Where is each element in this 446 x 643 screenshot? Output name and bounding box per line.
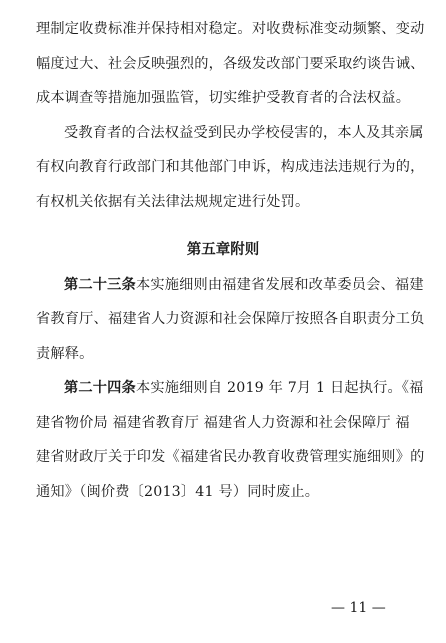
para1-line1: 理制定收费标准并保持相对稳定。对收费标准变动频繁、变动 [36, 21, 425, 37]
para2-line1: 受教育者的合法权益受到民办学校侵害的，本人及其亲属 [64, 125, 424, 141]
article23-line2: 省教育厅、福建省人力资源和社会保障厅按照各自职责分工负 [36, 311, 425, 327]
page-number: — 11 — [331, 600, 386, 616]
article24-line1-text: 本实施细则自 2019 年 7月 1 日起执行。《福 [135, 380, 424, 396]
article24-label: 第二十四条 [64, 380, 136, 396]
article23-line1-text: 本实施细则由福建省发展和改革委员会、福建 [135, 277, 424, 293]
chapter-heading: 第五章附则 [186, 242, 260, 258]
article23-line1 [64, 276, 424, 294]
article24-line4: 通知》（闽价费〔2013〕41 号）同时废止。 [36, 484, 320, 500]
article24-line1 [64, 379, 424, 397]
article23-label: 第二十三条 [64, 277, 136, 293]
article24-line3: 建省财政厅关于印发《福建省民办教育收费管理实施细则》的 [36, 449, 425, 465]
para2-line3: 有权机关依据有关法律法规规定进行处罚。 [36, 194, 310, 210]
para1-line3: 成本调查等措施加强监管，切实维护受教育者的合法权益。 [36, 90, 411, 106]
para1-line2: 幅度过大、社会反映强烈的，各级发改部门要采取约谈告诫、 [36, 56, 425, 72]
para2-line2: 有权向教育行政部门和其他部门申诉，构成违法违规行为的， [36, 159, 425, 175]
article24-line2: 建省物价局 福建省教育厅 福建省人力资源和社会保障厅 福 [36, 415, 410, 431]
article23-line3: 责解释。 [36, 346, 94, 362]
